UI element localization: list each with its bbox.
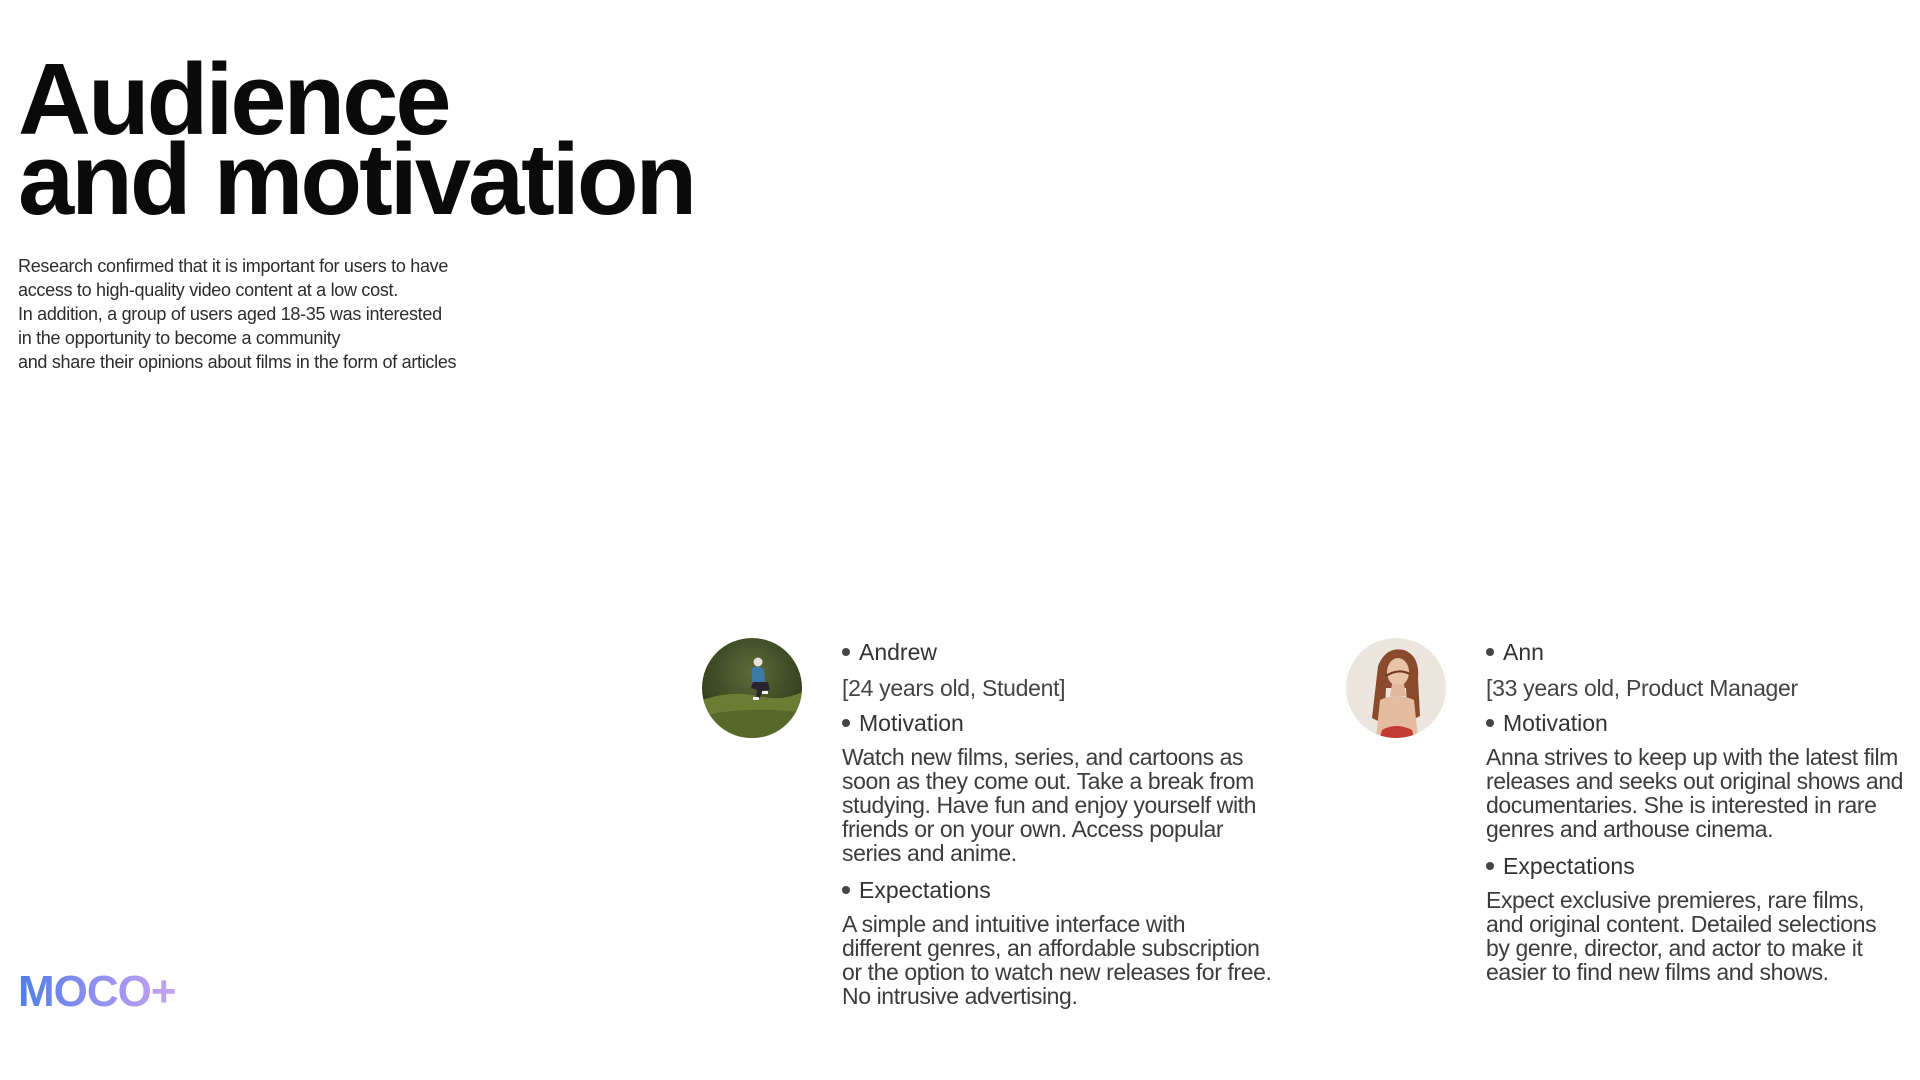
text-line: friends or on your own. Access popular	[842, 816, 1224, 842]
text-line: documentaries. She is interested in rare	[1486, 792, 1877, 818]
andrew-photo	[702, 638, 802, 738]
persona-name-row	[1486, 638, 1916, 666]
brand-logo: MOCO+	[18, 967, 176, 1016]
expectations-text	[842, 912, 1302, 1008]
expectations-heading	[842, 876, 1302, 904]
motivation-label: Motivation	[1503, 710, 1608, 736]
intro-text	[18, 254, 618, 374]
avatar-ann	[1346, 638, 1446, 738]
expectations-text	[1486, 888, 1916, 984]
text-line: easier to find new films and shows.	[1486, 959, 1829, 985]
persona-meta: [33 years old, Product Manager	[1486, 675, 1798, 701]
text-line: genres and arthouse cinema.	[1486, 816, 1774, 842]
motivation-text	[1486, 745, 1916, 841]
page-title-line-1: Audience	[18, 44, 449, 156]
motivation-label: Motivation	[859, 710, 964, 736]
ann-photo	[1346, 638, 1446, 738]
motivation-heading	[842, 709, 1302, 737]
persona-name: Andrew	[859, 639, 937, 665]
text-line: No intrusive advertising.	[842, 983, 1078, 1009]
text-line: A simple and intuitive interface with	[842, 911, 1186, 937]
bullet-dot-icon	[842, 886, 850, 894]
expectations-label: Expectations	[1503, 853, 1635, 879]
text-line: Anna strives to keep up with the latest film	[1486, 744, 1898, 770]
motivation-heading	[1486, 709, 1916, 737]
bullet-dot-icon	[842, 719, 850, 727]
expectations-heading	[1486, 852, 1916, 880]
bullet-dot-icon	[1486, 648, 1494, 656]
bullet-dot-icon	[842, 648, 850, 656]
text-line: by genre, director, and actor to make it	[1486, 935, 1863, 961]
persona-name: Ann	[1503, 639, 1544, 665]
text-line: series and anime.	[842, 840, 1017, 866]
page-title	[18, 44, 695, 236]
persona-andrew	[842, 638, 1302, 1019]
persona-meta: [24 years old, Student]	[842, 675, 1066, 701]
intro-line: access to high-quality video content at a low cost.	[18, 280, 398, 300]
text-line: or the option to watch new releases for free.	[842, 959, 1272, 985]
persona-ann	[1486, 638, 1916, 995]
text-line: soon as they come out. Take a break from	[842, 768, 1254, 794]
text-line: different genres, an affordable subscription	[842, 935, 1260, 961]
intro-line: In addition, a group of users aged 18-35 was interested	[18, 304, 442, 324]
intro-line: and share their opinions about films in the form of articles	[18, 352, 457, 372]
expectations-label: Expectations	[859, 877, 991, 903]
motivation-text	[842, 745, 1302, 865]
intro-line: in the opportunity to become a community	[18, 328, 341, 348]
bullet-dot-icon	[1486, 862, 1494, 870]
page-title-line-2: and motivation	[18, 124, 695, 236]
avatar-andrew	[702, 638, 802, 738]
text-line: releases and seeks out original shows and	[1486, 768, 1904, 794]
text-line: studying. Have fun and enjoy yourself with	[842, 792, 1257, 818]
text-line: Expect exclusive premieres, rare films,	[1486, 887, 1865, 913]
bullet-dot-icon	[1486, 719, 1494, 727]
text-line: Watch new films, series, and cartoons as	[842, 744, 1244, 770]
intro-line: Research confirmed that it is important for users to have	[18, 256, 449, 276]
text-line: and original content. Detailed selections	[1486, 911, 1877, 937]
persona-name-row	[842, 638, 1302, 666]
